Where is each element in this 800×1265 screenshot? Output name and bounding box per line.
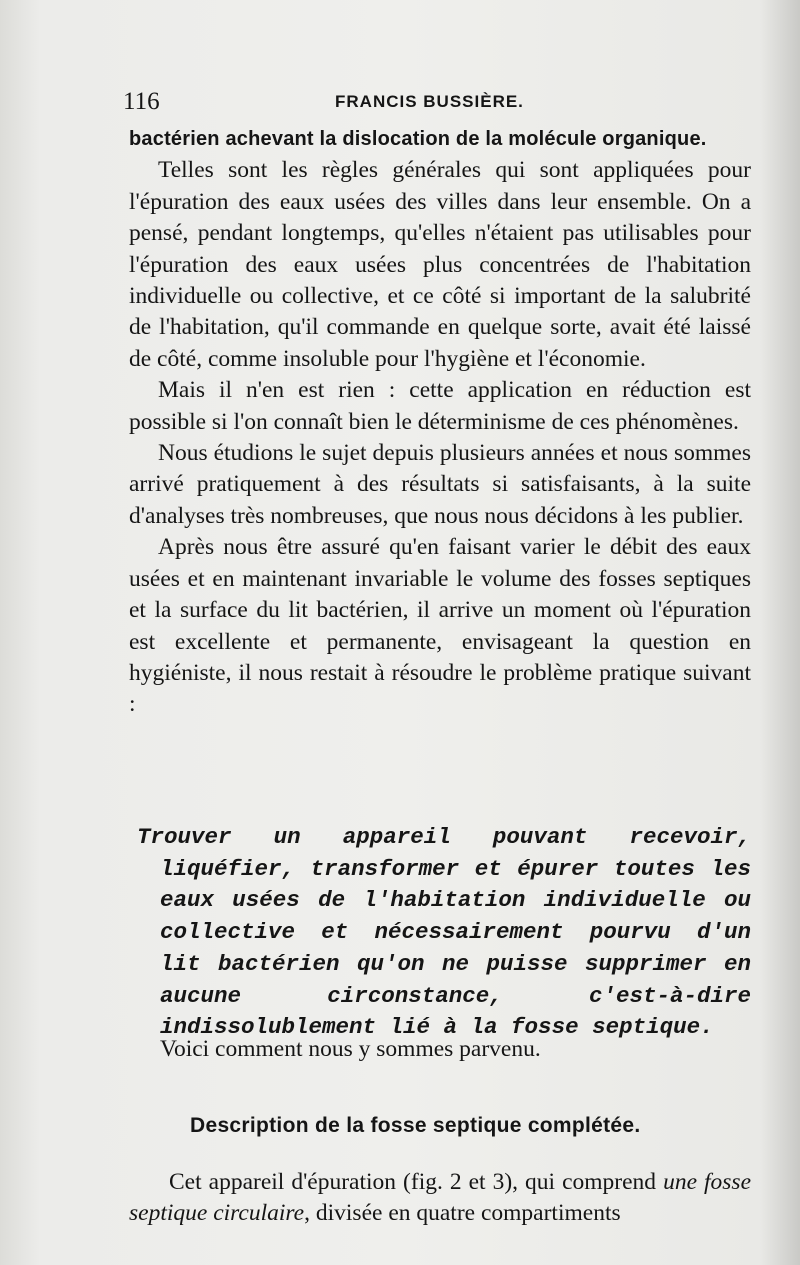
paragraph-continuation: bactérien achevant la dislocation de la molécule organique. [129, 128, 707, 150]
emphasized-text: Trouver un appareil pouvant recevoir, liquéfier, transformer et épurer toutes les eaux usées de l'habitation individuelle ou collective et nécessairement pourvu d'un lit bactérien qu'on ne puisse supprimer en aucune circonstance, c'est-à-dire indissolublement lié à la fosse septique. [137, 824, 751, 1041]
body-text [129, 124, 751, 721]
running-title: FRANCIS BUSSIÈRE. [335, 92, 524, 111]
paragraph-2: Mais il n'en est rien : cette application en réduction est possible si l'on connaît bien le déterminisme de ces phénomènes. [129, 377, 751, 435]
closing-sentence: Voici comment nous y sommes parvenu. [160, 1036, 541, 1062]
page-number: 116 [123, 88, 160, 115]
final-paragraph-lead: Cet appareil d'épuration (fig. 2 et 3), qui comprend [169, 1169, 664, 1195]
section-heading: Description de la fosse septique complétée. [190, 1114, 641, 1137]
paragraph-3: Nous étudions le sujet depuis plusieurs années et nous sommes arrivé pratiquement à des résultats si satisfaisants, à la suite d'analyses très nombreuses, que nous nous décidons à les publier. [129, 440, 751, 529]
emphasized-problem-statement [137, 822, 751, 1044]
final-paragraph-italic: une fosse septique circulaire [129, 1169, 751, 1227]
final-paragraph-tail: , divisée en quatre compartiments [304, 1200, 621, 1227]
paragraph-1: Telles sont les règles générales qui sont appliquées pour l'épuration des eaux usées des villes dans leur ensemble. On a pensé, pendant longtemps, qu'elles n'étaient pas utilisables pour l'épuration des eaux usées plus concentrées de l'habitation individuelle ou collective, et ce côté si important de la salubrité de l'habitation, qu'il commande en quelque sorte, avait été laissé de côté, comme insoluble pour l'hygiène et l'économie. [129, 157, 751, 372]
final-paragraph [129, 1167, 751, 1230]
paragraph-4: Après nous être assuré qu'en faisant varier le débit des eaux usées et en maintenant invariable le volume des fosses septiques et la surface du lit bactérien, il arrive un moment où l'épuration est excellente et permanente, envisageant la question en hygiéniste, il nous restait à résoudre le problème pratique suivant : [129, 534, 751, 718]
page-header [123, 88, 743, 118]
